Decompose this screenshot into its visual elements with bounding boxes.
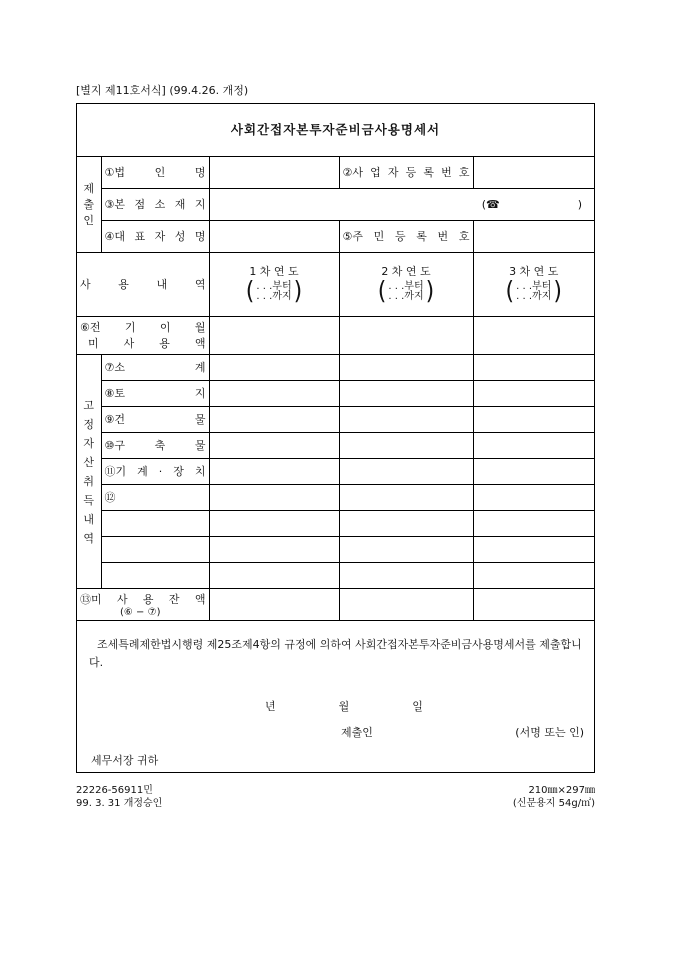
head-office-label: ③본 점 소 재 지 xyxy=(101,188,209,220)
usage-label: 사 용 내 역 xyxy=(77,252,209,316)
biz-reg-no-field[interactable] xyxy=(473,156,594,188)
land-year-1[interactable] xyxy=(209,380,339,406)
blank-asset-year-1[interactable] xyxy=(209,536,339,562)
blank-asset-year-1[interactable] xyxy=(209,562,339,588)
blank-asset-label[interactable] xyxy=(101,562,209,588)
form-code: 22226-56911민 xyxy=(76,785,153,796)
blank-asset-year-3[interactable] xyxy=(473,562,594,588)
approval-note: 99. 3. 31 개정승인 xyxy=(76,798,163,809)
carry-over-label: ⑥전 기 이 월 미 사 용 액 xyxy=(77,316,209,354)
declaration-section xyxy=(77,626,594,772)
machinery-year-3[interactable] xyxy=(473,458,594,484)
item-12-label: ⑫ xyxy=(101,484,209,510)
building-year-1[interactable] xyxy=(209,406,339,432)
unused-balance-year-3[interactable] xyxy=(473,588,594,620)
unused-balance-label: ⑬미 사 용 잔 액 (⑥ − ⑦) xyxy=(77,588,209,620)
paper-type: (신문용지 54g/㎡) xyxy=(512,798,595,809)
resident-no-label: ⑤주 민 등 록 번 호 xyxy=(339,220,473,252)
unused-balance-year-2[interactable] xyxy=(339,588,473,620)
building-label: ⑨건 물 xyxy=(101,406,209,432)
carry-over-year-1[interactable] xyxy=(209,316,339,354)
declaration-statement: 조세특례제한법시행령 제25조제4항의 규정에 의하여 사회간접자본투자준비금사용명세서를 제출합니다. xyxy=(89,638,582,669)
fixed-assets-group-label: 고 정 자 산 취 득 내 역 xyxy=(77,354,101,588)
form-title: 사회간접자본투자준비금사용명세서 xyxy=(77,104,594,157)
paper-spec-block xyxy=(513,784,595,810)
blank-asset-year-2[interactable] xyxy=(339,510,473,536)
submitter-group-chars: 제 출 인 xyxy=(83,181,95,227)
machinery-year-1[interactable] xyxy=(209,458,339,484)
year-label: 년 xyxy=(265,700,276,713)
land-year-2[interactable] xyxy=(339,380,473,406)
addressee-label: 세무서장 귀하 xyxy=(91,754,159,767)
date-line xyxy=(265,698,423,714)
structure-year-2[interactable] xyxy=(339,432,473,458)
structure-year-3[interactable] xyxy=(473,432,594,458)
building-year-2[interactable] xyxy=(339,406,473,432)
blank-asset-year-1[interactable] xyxy=(209,510,339,536)
rep-name-field[interactable] xyxy=(209,220,339,252)
subtotal-label: ⑦소 계 xyxy=(101,354,209,380)
blank-asset-year-3[interactable] xyxy=(473,510,594,536)
blank-asset-year-2[interactable] xyxy=(339,536,473,562)
carry-over-year-2[interactable] xyxy=(339,316,473,354)
machinery-year-2[interactable] xyxy=(339,458,473,484)
carry-over-year-3[interactable] xyxy=(473,316,594,354)
usage-statement-form xyxy=(76,103,595,773)
form-table xyxy=(77,156,594,621)
submitter-group-label xyxy=(77,156,101,252)
phone-open: (☎ xyxy=(481,197,500,211)
corp-name-field[interactable] xyxy=(209,156,339,188)
head-office-field[interactable] xyxy=(209,188,594,220)
submitter-label: 제출인 xyxy=(341,726,373,739)
subtotal-year-2[interactable] xyxy=(339,354,473,380)
unused-balance-year-1[interactable] xyxy=(209,588,339,620)
phone-close: ) xyxy=(577,197,582,211)
building-year-3[interactable] xyxy=(473,406,594,432)
rep-name-label: ④대 표 자 성 명 xyxy=(101,220,209,252)
item-12-year-3[interactable] xyxy=(473,484,594,510)
blank-asset-label[interactable] xyxy=(101,536,209,562)
corp-name-label: ①법 인 명 xyxy=(101,156,209,188)
structure-year-1[interactable] xyxy=(209,432,339,458)
item-12-year-2[interactable] xyxy=(339,484,473,510)
machinery-label: ⑪기 계 · 장 치 xyxy=(101,458,209,484)
land-label: ⑧토 지 xyxy=(101,380,209,406)
subtotal-year-3[interactable] xyxy=(473,354,594,380)
year-2-header: 2 차 연 도 ( . . .부터 . . .까지 ) xyxy=(339,252,473,316)
year-1-header: 1 차 연 도 ( . . .부터 . . .까지 ) xyxy=(209,252,339,316)
blank-asset-year-2[interactable] xyxy=(339,562,473,588)
day-label: 일 xyxy=(412,700,423,713)
form-code-block xyxy=(76,784,162,810)
blank-asset-year-3[interactable] xyxy=(473,536,594,562)
year-3-header: 3 차 연 도 ( . . .부터 . . .까지 ) xyxy=(473,252,594,316)
subtotal-year-1[interactable] xyxy=(209,354,339,380)
blank-asset-label[interactable] xyxy=(101,510,209,536)
form-header-label: [별지 제11호서식] (99.4.26. 개정) xyxy=(76,84,249,97)
paper-size: 210㎜×297㎜ xyxy=(528,785,595,796)
structure-label: ⑩구 축 물 xyxy=(101,432,209,458)
item-12-year-1[interactable] xyxy=(209,484,339,510)
land-year-3[interactable] xyxy=(473,380,594,406)
biz-reg-no-label: ②사 업 자 등 록 번 호 xyxy=(339,156,473,188)
resident-no-field[interactable] xyxy=(473,220,594,252)
month-label: 월 xyxy=(338,700,350,713)
signature-label: (서명 또는 인) xyxy=(515,726,584,739)
